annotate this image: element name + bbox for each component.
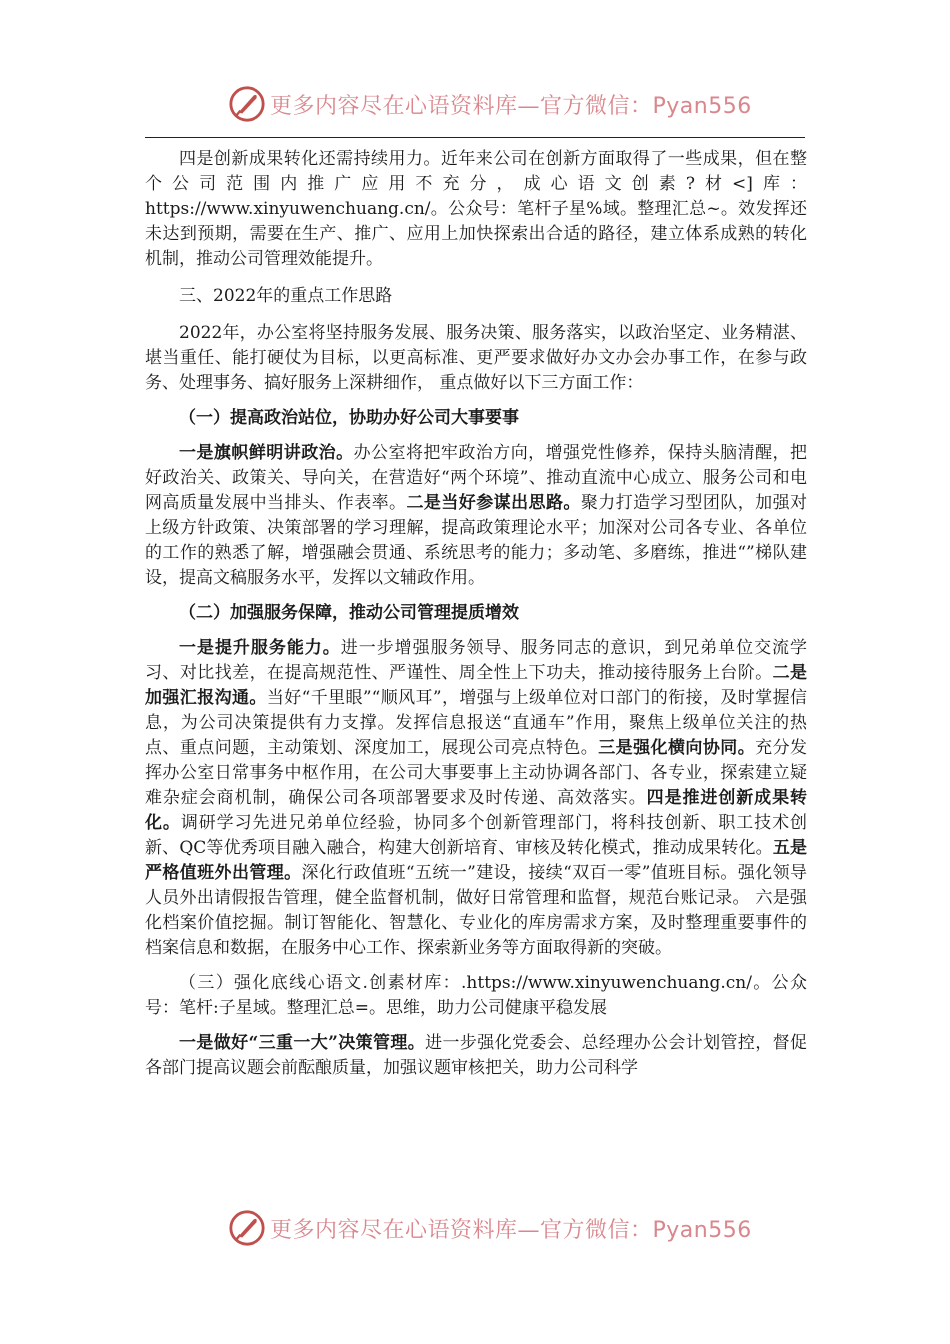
subsection-heading: （三）强化底线心语文.创素材库：.https://www.xinyuwenchuang.cn/。公众号：笔杆:子星域。整理汇总=。思维，助力公司健康平稳发展 (145, 973, 807, 1018)
paragraph: 2022年，办公室将坚持服务发展、服务决策、服务落实，以政治坚定、业务精湛、堪当重任、能打硬仗为目标，以更高标准、更严要求做好办文办会办事工作，在参与政务、处理事务、搞好服务上深耕细作， 重点做好以下三方面工作： (145, 323, 807, 393)
footer-watermark-banner (228, 1208, 752, 1248)
bold-lead: 一是做好“三重一大”决策管理。 (179, 1033, 426, 1053)
bold-lead: 二是当好参谋出思路。 (406, 493, 581, 513)
subsection-heading: （一）提高政治站位，协助办好公司大事要事 (179, 408, 519, 428)
paragraph (145, 441, 807, 591)
paragraph-text: 办公室将把牢政治方向，增强党性修养，保持头脑清醒，把好政治关、政策关、导向关，在营造好“两个环境”、推动直流中心成立、服务公司和电网高质量发展中当排头、作表率。 (145, 443, 808, 513)
banner-wechat-id: Pyan556 (652, 1217, 752, 1243)
bold-lead: 三是强化横向协同。 (598, 738, 756, 758)
paragraph (145, 636, 807, 961)
paragraph-text: 聚力打造学习型团队，加强对上级方针政策、决策部署的学习理解，提高政策理论水平；加深对公司各专业、各单位的工作的熟悉了解，增强融会贯通、系统思考的能力；多动笔、多磨练，推进“”梯队建设，提高文稿服务水平，发挥以文辅政作用。 (145, 493, 808, 588)
banner-text: 更多内容尽在心语资料库—官方微信： (270, 93, 653, 119)
paragraph-text: 进一步强化党委会、总经理办公会计划管控，督促各部门提高议题会前酝酿质量，加强议题审核把关，助力公司科学 (145, 1033, 807, 1078)
section-heading: 三、2022年的重点工作思路 (179, 286, 393, 306)
paragraph-text: 当好“千里眼”“顺风耳”，增强与上级单位对口部门的衔接，及时掌握信息，为公司决策提供有力支撑。发挥信息报送“直通车”作用，聚焦上级单位关注的热点、重点问题，主动策划、深度加工，展现公司亮点特色。 (145, 688, 808, 758)
banner-wechat-id: Pyan556 (652, 93, 752, 119)
document-body (145, 147, 807, 1081)
paragraph-text: 进一步增强服务领导、服务同志的意识，到兄弟单位交流学习、对比找差，在提高规范性、严谨性、周全性上下功夫，推动接待服务上台阶。 (145, 638, 808, 683)
header-watermark-banner (228, 84, 752, 124)
bold-lead: 一是提升服务能力。 (179, 638, 341, 658)
subsection-heading: （二）加强服务保障，推动公司管理提质增效 (179, 603, 519, 623)
banner-text: 更多内容尽在心语资料库—官方微信： (270, 1217, 653, 1243)
paragraph (145, 1031, 807, 1081)
paragraph-text: 调研学习先进兄弟单位经验，协同多个创新管理部门，将科技创新、职工技术创新、QC等优秀项目融入融合，构建大创新培育、审核及转化模式，推动成果转化。 (145, 813, 808, 858)
bold-lead: 五是严格值班外出管理。 (145, 838, 807, 883)
bold-lead: 一是旗帜鲜明讲政治。 (179, 443, 354, 463)
bold-lead: 四是推进创新成果转化。 (145, 788, 808, 833)
quill-logo-icon (228, 85, 266, 123)
paragraph-text: 深化行政值班“五统一”建设，接续“双百一零”值班目标。强化领导人员外出请假报告管理，健全监督机制，做好日常管理和监督，规范台账记录。 六是强化档案价值挖掘。制订智能化、智慧化、专业化的库房需求方案，及时整理重要事件的档案信息和数据，在服务中心工作、探索新业务等方面取得新的突破。 (145, 863, 807, 958)
paragraph-text: 充分发挥办公室日常事务中枢作用，在公司大事要事上主动协调各部门、各专业，探索建立疑难杂症会商机制，确保公司各项部署要求及时传递、高效落实。 (145, 738, 808, 808)
paragraph: 四是创新成果转化还需持续用力。近年来公司在创新方面取得了一些成果，但在整个公司范围内推广应用不充分，成心语文创素?材<]库：https://www.xinyuwenchuang.cn/。公众号：笔杆子星%域。整理汇总~。效发挥还未达到预期，需要在生产、推广、应用上加快探索出合适的路径，建立体系成熟的转化机制，推动公司管理效能提升。 (145, 149, 807, 269)
bold-lead: 二是加强汇报沟通。 (145, 663, 808, 708)
quill-logo-icon (228, 1209, 266, 1247)
header-rule (145, 137, 805, 138)
